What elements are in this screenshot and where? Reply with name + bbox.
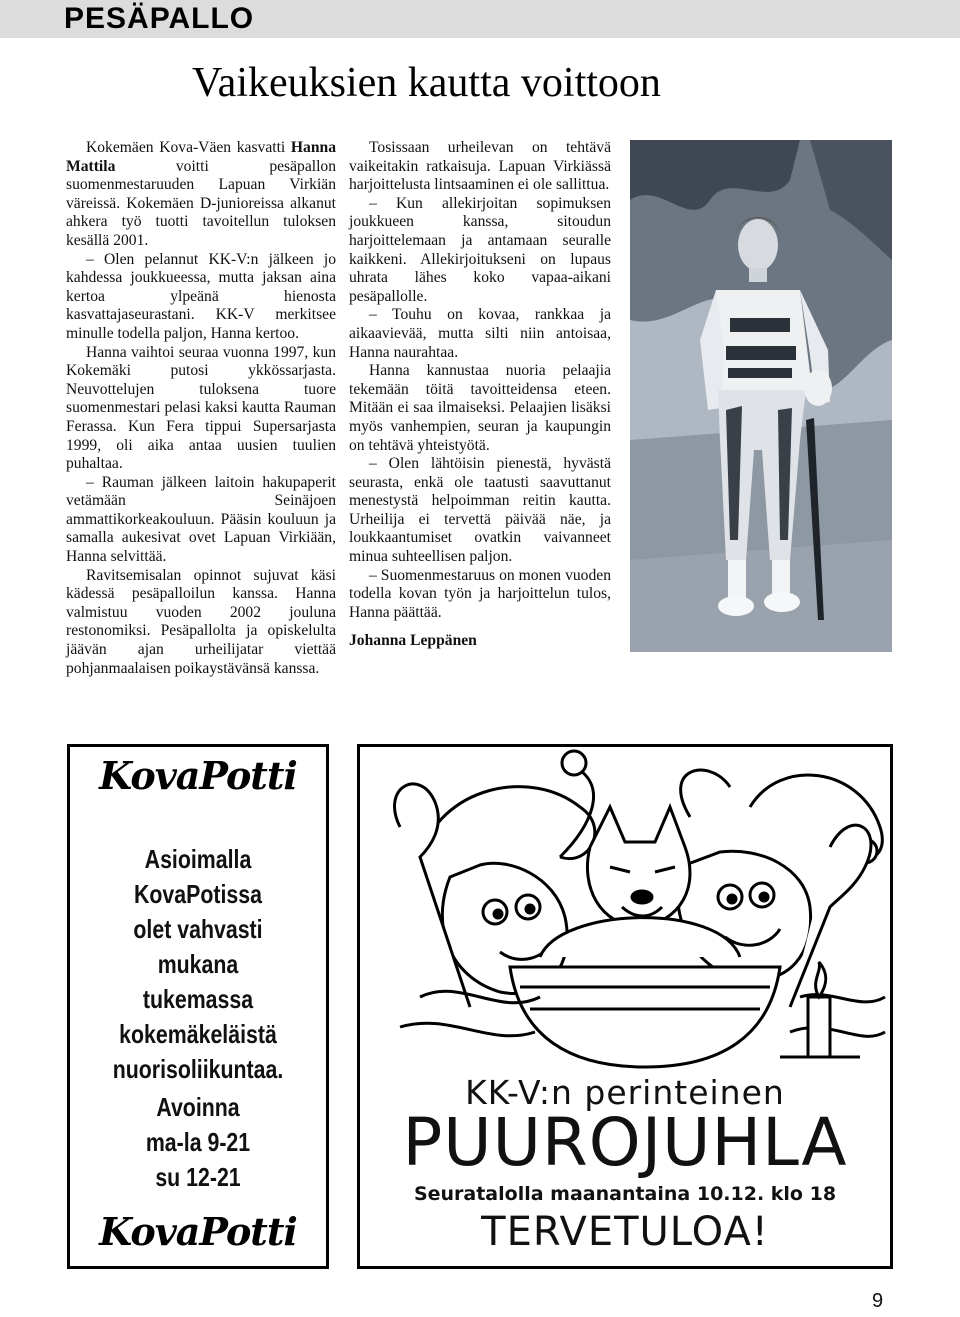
kovapotti-logo-top: KovaPotti: [99, 753, 297, 798]
athlete-photo: [630, 140, 892, 652]
kovapotti-logo-bottom: KovaPotti: [99, 1209, 297, 1254]
puurojuhla-intro: KK-V:n perinteinen: [465, 1073, 785, 1112]
paragraph: – Touhu on kovaa, rankkaa ja aikaavievää, mutta silti niin antoisaa, Hanna naurahtaa.: [349, 306, 611, 361]
article-column-1: [66, 139, 336, 678]
paragraph: – Olen pelannut KK-V:n jälkeen jo kahdessa joukkueessa, mutta jaksan aina kertoa ylpeänä hienosta kasvattajaseurastani. KK-V merkitsee minulle todella paljon, Hanna kertoo.: [66, 250, 336, 342]
article-byline: Johanna Leppänen: [349, 632, 477, 650]
puurojuhla-welcome: TERVETULOA!: [481, 1209, 769, 1255]
athlete-photo-illustration: [630, 140, 892, 652]
paragraph: Hanna vaihtoi seuraa vuonna 1997, kun Kokemäki putosi ykkössarjasta. Neuvottelujen tuloksena tuore suomenmestari pelasi kaksi kautta Rauman Ferassa. Kun Fera tippui Supersarjasta 1999, oli aika antaa uusien tuulien puhaltaa.: [66, 343, 336, 473]
paragraph-lead: Kokemäen Kova-Väen kasvatti Hanna Mattila voitti pesäpallon suomenmestaruuden Lapuan Virkiän väreissä. Kokemäen D-junioreissa alkanut ahkera työ tuotti tavoitellun tuloksen kesällä 2001.: [66, 139, 336, 249]
puurojuhla-advertisement: [357, 744, 893, 1269]
paragraph: Tosissaan urheilevan on tehtävä vaikeitakin ratkaisuja. Lapuan Virkiässä harjoittelusta lintsaaminen ei ole sallittua.: [349, 139, 611, 194]
section-header-bar: [0, 0, 960, 38]
athlete-name: Hanna Mattila: [66, 139, 336, 175]
puurojuhla-title: PUUROJUHLA: [402, 1104, 848, 1181]
paragraph: Hanna kannustaa nuoria pelaajia tekemään töitä tavoitteidensa eteen. Mitään ei saa ilmaiseksi. Pelaajien lisäksi myös vanhempien, seuran ja kaupungin on tehtävä yhteistyötä.: [349, 362, 611, 454]
paragraph: – Suomenmestaruus on monen vuoden todella kovan työn ja harjoittelun tulos, Hanna päättää.: [349, 566, 611, 621]
kovapotti-opening-hours: Avoinna ma-la 9-21 su 12-21: [145, 1092, 251, 1192]
article-headline: Vaikeuksien kautta voittoon: [192, 60, 661, 106]
page-number: 9: [872, 1290, 884, 1312]
section-title: PESÄPALLO: [64, 2, 255, 35]
kovapotti-message: Asioimalla KovaPotissa olet vahvasti mukana tukemassa kokemäkeläistä nuorisoliikuntaa.: [112, 844, 284, 1084]
paragraph: – Olen lähtöisin pienestä, hyvästä seurasta, enkä ole taatusti saavuttanut menestystä helpoimman reitin kautta. Urheilija ei tervettä päivää näe, ja loukkaantumiset ovatkin vaivanneet minua suhteellisen paljon.: [349, 455, 611, 566]
paragraph: – Kun allekirjoitan sopimuksen joukkueen kanssa, sitoudun harjoittelemaan ja antamaan seuralle kaikkeni. Allekirjoitukseni on lupaus uhrata lähes koko vapaa-aikani pesäpallolle.: [349, 194, 611, 305]
paragraph: Ravitsemisalan opinnot sujuvat käsi kädessä pesäpalloilun kanssa. Hanna valmistuu vuoden 2002 jouluna restonomiksi. Pesäpallolta ja opiskelulta jäävän ajan urheilijatar viettää pohjanmaalaisen poikaystävänsä kanssa.: [66, 566, 336, 677]
article-column-2: [349, 139, 611, 651]
puurojuhla-details: Seuratalolla maanantaina 10.12. klo 18: [413, 1183, 837, 1205]
porridge-party-cartoon: [360, 747, 890, 1077]
kovapotti-advertisement: [67, 744, 329, 1269]
paragraph: – Rauman jälkeen laitoin hakupaperit vetämään Seinäjoen ammattikorkeakouluun. Pääsin kouluun ja samalla aukesivat ovet Lapuan Virkiään, Hanna selvittää.: [66, 473, 336, 566]
